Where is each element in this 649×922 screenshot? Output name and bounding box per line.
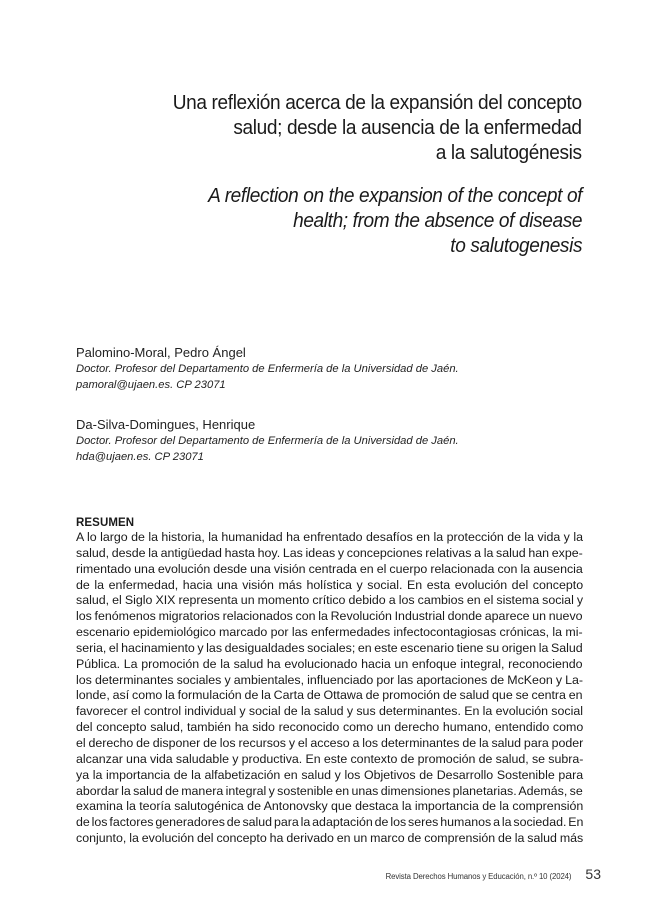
title-english-line: to salutogenesis [450, 234, 582, 257]
page-number: 53 [585, 866, 601, 882]
author-contact: pamoral@ujaen.es. CP 23071 [76, 379, 226, 391]
abstract-line: alcanzar una vida saludable y productiva. En este contexto de promoción de salud, se subra- [76, 751, 584, 766]
author-contact: hda@ujaen.es. CP 23071 [76, 451, 204, 463]
abstract-line: del concepto salud, también ha sido reconocido como un derecho humano, entendido como [76, 720, 584, 735]
abstract-line: conjunto, la evolución del concepto ha derivado en un marco de comprensión de la salud más [76, 831, 584, 846]
abstract-line: examina la teoría salutogénica de Antonovsky que destaca la importancia de la comprensión [76, 799, 584, 814]
author-affiliation: Doctor. Profesor del Departamento de Enfermería de la Universidad de Jaén. [76, 435, 459, 447]
abstract-line: los determinantes sociales y ambientales, influenciado por las aportaciones de McKeon y La- [76, 672, 584, 687]
abstract-line: Pública. La promoción de la salud ha evolucionado hacia un enfoque integral, reconociendo [76, 656, 583, 671]
author-block [76, 417, 459, 465]
abstract-line: favorecer el control individual y social de la salud y sus determinantes. En la evolución social [76, 704, 583, 719]
abstract-line: salud, desde la antigüedad hasta hoy. Las ideas y concepciones relativas a la salud han expe- [76, 545, 583, 560]
abstract-line: A lo largo de la historia, la humanidad ha enfrentado desafíos en la protección de la vida y la [76, 530, 583, 544]
title-english-line: A reflection on the expansion of the concept of [208, 184, 582, 207]
title-english [208, 183, 582, 258]
page-footer [386, 866, 601, 882]
journal-citation: Revista Derechos Humanos y Educación, n.º 10 (2024) [385, 872, 572, 881]
author-name: Da-Silva-Domingues, Henrique [76, 417, 256, 432]
abstract-section [76, 516, 583, 847]
title-english-line: health; from the absence of disease [292, 209, 582, 232]
author-affiliation: Doctor. Profesor del Departamento de Enfermería de la Universidad de Jaén. [76, 363, 459, 375]
title-spanish-line: salud; desde la ausencia de la enfermedad [233, 116, 582, 139]
abstract-line: escenario epidemiológico marcado por las enfermedades infectocontagiosas crónicas, la mi- [76, 625, 583, 640]
title-spanish-line: a la salutogénesis [436, 141, 582, 164]
abstract-line: salud, el Siglo XIX representa un momento crítico debido a los cambios en el sistema social y [76, 593, 584, 608]
abstract-line: de la enfermedad, hacia una visión más holística y social. En esta evolución del concepto [76, 577, 584, 592]
abstract-line: de los factores generadores de salud para la adaptación de los seres humanos a la sociedad. En [76, 815, 584, 830]
abstract-line: rimentado una evolución desde una visión centrada en el cuerpo relacionada con la ausencia [76, 561, 583, 576]
abstract-line: el derecho de disponer de los recursos y el acceso a los determinantes de la salud para poder [76, 735, 584, 750]
title-spanish-line: Una reflexión acerca de la expansión del concepto [173, 91, 582, 114]
author-name: Palomino-Moral, Pedro Ángel [76, 345, 246, 360]
abstract-line: seria, el hacinamiento y las desigualdades sociales; en este escenario tiene su origen la Salud [76, 640, 583, 655]
abstract-line: londe, así como la formulación de la Carta de Ottawa de promoción de salud que se centra en [76, 688, 583, 703]
abstract-heading: RESUMEN [76, 517, 135, 529]
title-spanish [173, 90, 582, 165]
author-block [76, 345, 459, 393]
abstract-body [76, 530, 583, 847]
abstract-line: los fenómenos migratorios relacionados con la Revolución Industrial donde aparece un nuevo [76, 609, 583, 624]
abstract-line: abordar la salud de manera integral y sostenible en unas dimensiones planetarias. Además, se [76, 783, 583, 798]
abstract-line: ya la importancia de la alfabetización en salud y los Objetivos de Desarrollo Sostenible para [76, 767, 584, 782]
